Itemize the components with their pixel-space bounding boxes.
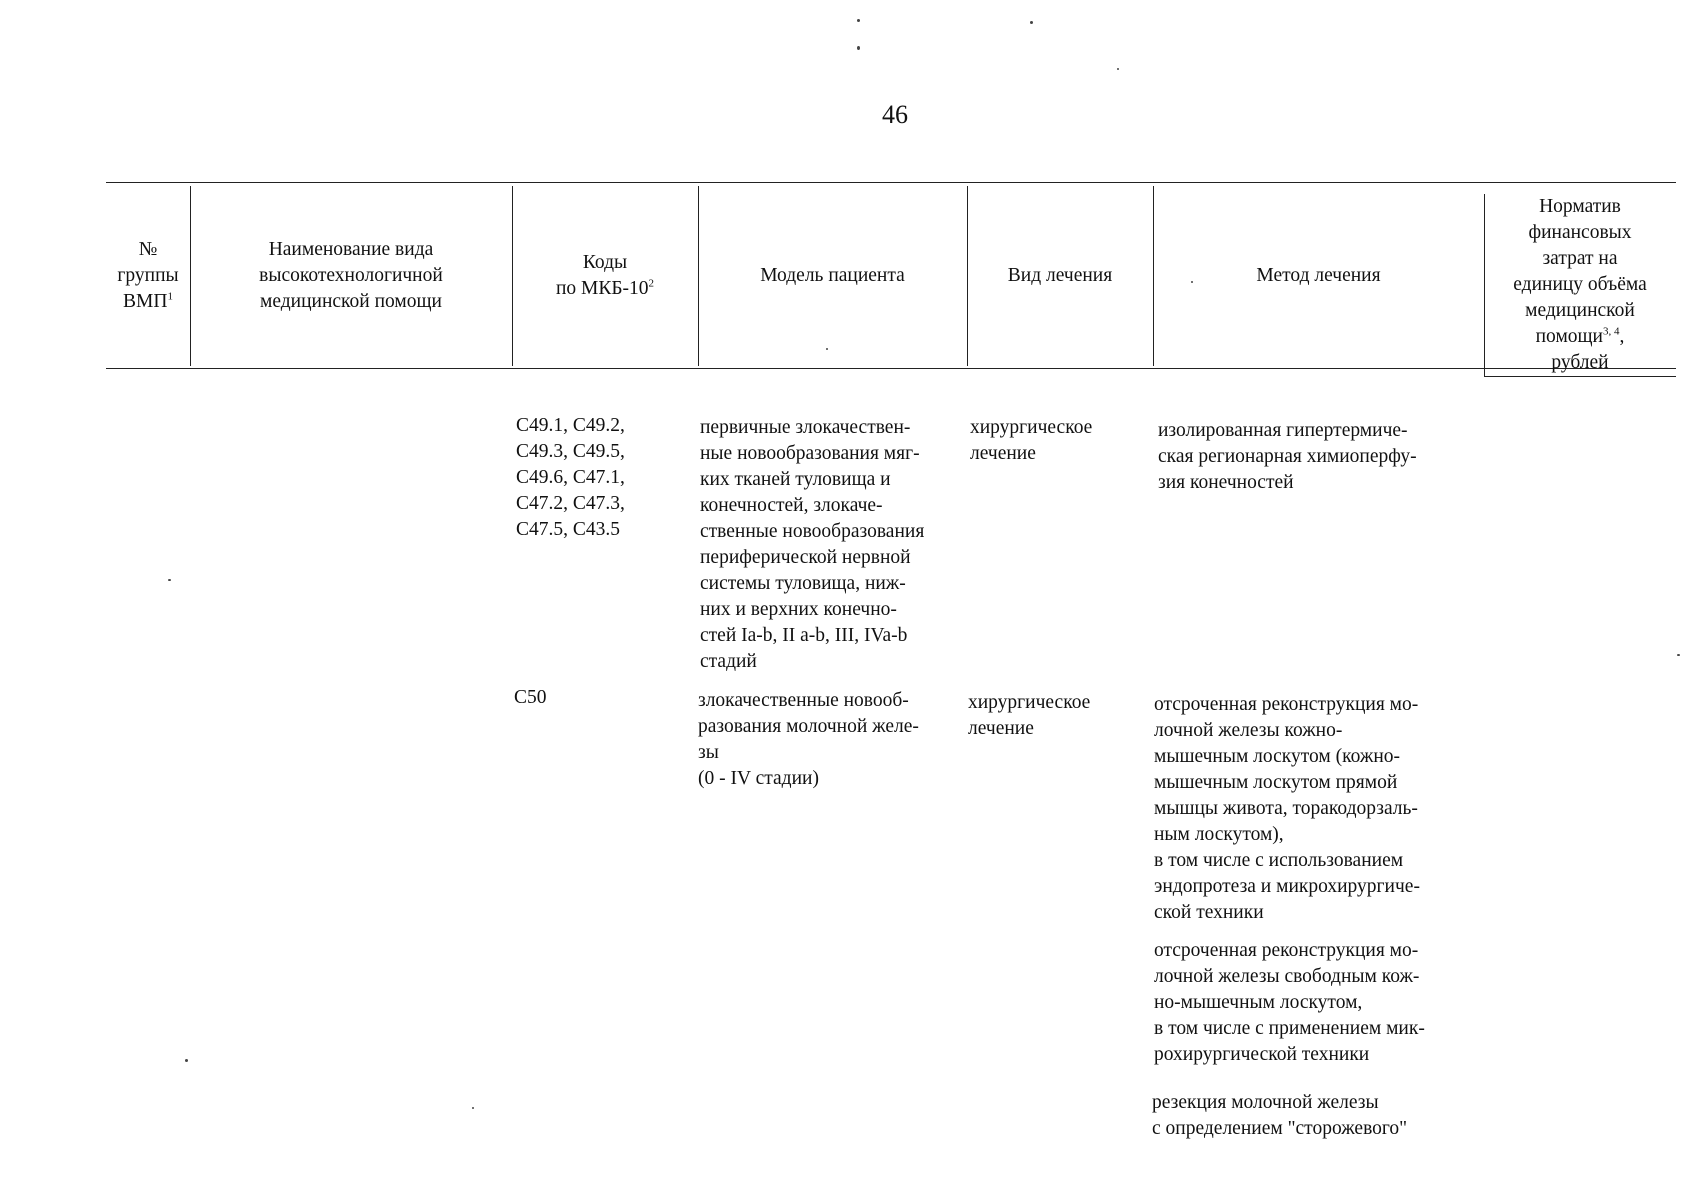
row-2-patient-model: злокачественные новооб- разования молочной желе- зы (0 - IV стадии) — [698, 690, 919, 789]
row-1-method-1: изолированная гипертермиче- ская регионарная химиоперфу- зия конечностей — [1158, 420, 1417, 493]
row-2-treatment-type: хирургическое лечение — [968, 692, 1091, 739]
header-financial-norm: Норматив финансовых затрат на единицу объёма медицинской помощи$^{3, 4}$, рублей — [1513, 196, 1647, 373]
row-1-treatment-type: хирургическое лечение — [970, 417, 1093, 464]
header-treatment-method: Метод лечения — [1256, 265, 1381, 286]
row-1-icd-codes: C49.1, C49.2, C49.3, C49.5, C49.6, C47.1, C47.2, C47.3, C47.5, C43.5 — [516, 415, 625, 540]
row-2-method-1: отсроченная реконструкция мо- лочной железы кожно- мышечным лоскутом (кожно- мышечным лоскутом прямой мышцы живота, торакодорзаль- ным лоскутом), в том числе с использованием эндопротеза и микрохирургиче- ской техники — [1154, 694, 1420, 923]
header-patient-model: Модель пациента — [760, 265, 905, 286]
header-treatment-type: Вид лечения — [1007, 265, 1113, 286]
page-number: 46 — [882, 100, 908, 129]
row-1-patient-model: первичные злокачествен- ные новообразования мяг- ких тканей туловища и конечностей, злокаче- ственные новообразования периферической нервной системы туловища, ниж- них и верхних конечно- стей Ia-b, II a-b, III, IVa-b стадий — [700, 417, 925, 672]
header-icd-codes: Коды по МКБ-$10^2$ — [555, 252, 655, 299]
header-group-number: № группы ВМП$^1$ — [117, 239, 179, 312]
row-2-icd-codes: C50 — [514, 687, 547, 708]
row-2-method-2: отсроченная реконструкция мо- лочной железы свободным кож- но-мышечным лоскутом, в том числе с применением мик- рохирургической техники — [1154, 940, 1425, 1065]
header-care-name: Наименование вида высокотехнологичной медицинской помощи — [259, 239, 443, 312]
row-2-method-3: резекция молочной железы с определением "сторожевого" — [1152, 1092, 1408, 1139]
